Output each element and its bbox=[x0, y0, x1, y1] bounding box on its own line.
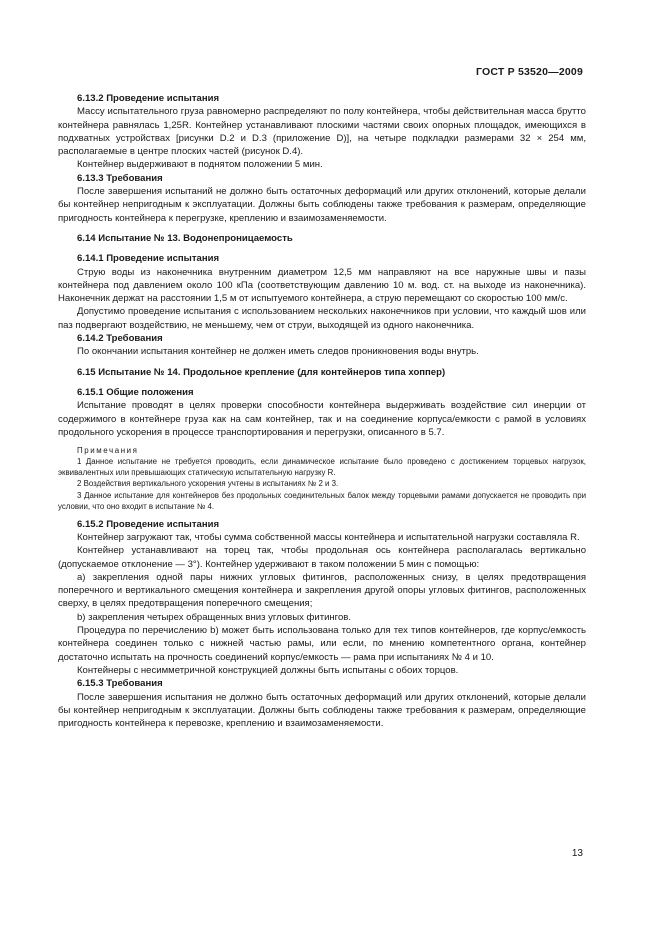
section-6-14-2-title: 6.14.2 Требования bbox=[77, 333, 163, 345]
section-6-15-3-paragraph: После завершения испытания не должно быть остаточных деформаций или других отклонений, которые делали бы контейнер непригодным к эксплуатации. Должны быть соблюдены также требования к размерам, определяющие пригодность контейнера к перевозке, креплению и взаимозаменяемости. bbox=[58, 691, 586, 730]
section-6-13-2-paragraph: Контейнер выдерживают в поднятом положении 5 мин. bbox=[77, 159, 323, 171]
section-6-13-3-title: 6.13.3 Требования bbox=[77, 172, 163, 184]
note-item: 1 Данное испытание не требуется проводить, если динамическое испытание было проведено с достижением торцевых нагрузок, эквивалентных или превышающих статическую испытательную нагрузку R. bbox=[58, 457, 586, 478]
section-6-15-title: 6.15 Испытание № 14. Продольное крепление (для контейнеров типа хоппер) bbox=[77, 366, 446, 378]
section-6-14-1-title: 6.14.1 Проведение испытания bbox=[77, 253, 220, 265]
section-6-15-3-title: 6.15.3 Требования bbox=[77, 678, 163, 690]
standard-header: ГОСТ Р 53520—2009 bbox=[475, 66, 583, 78]
section-6-14-2-paragraph: По окончании испытания контейнер не должен иметь следов проникновения воды внутрь. bbox=[77, 346, 479, 358]
section-6-14-1-paragraph: Допустимо проведение испытания с использованием нескольких наконечников при условии, что каждый шов или паз подвергают воздействию, не меньшему, чем от струи, выходящей из одного наконечника. bbox=[58, 306, 586, 331]
list-item-b: b) закрепления четырех обращенных вниз угловых фитингов. bbox=[77, 611, 351, 623]
notes-title: Примечания bbox=[77, 446, 139, 456]
section-6-15-2-paragraph: Контейнер устанавливают на торец так, чтобы продольная ось контейнера располагалась вертикально (допускаемое отклонение — 3°). Контейнер удерживают в таком положении 5 мин с помощью: bbox=[58, 545, 586, 570]
note-item: 3 Данное испытание для контейнеров без продольных соединительных балок между торцевыми рамами допускается не проводить при условии, что оно входит в испытание № 4. bbox=[58, 490, 586, 511]
section-6-13-3-paragraph: После завершения испытаний не должно быть остаточных деформаций или других отклонений, которые делали бы контейнер непригодным к эксплуатации. Должны быть соблюдены также требования к размерам, определяющие пригодность контейнера к перегрузке, креплению и взаимозаменяемости. bbox=[58, 186, 586, 224]
section-6-15-2-title: 6.15.2 Проведение испытания bbox=[77, 518, 220, 530]
section-6-13-2-paragraph: Массу испытательного груза равномерно распределяют по полу контейнера, чтобы действительная масса брутто контейнера равнялась 1,25R. Контейнер устанавливают плоскими частями своих опорных площадок, имеющихся в подхватных устройствах [рисунки D.2 и D.3 (приложение D)], на четыре подкладки размерами 32 × 254 мм, располагаемые в центре плоских частей (рисунок D.4). bbox=[58, 106, 586, 158]
page-number: 13 bbox=[571, 848, 583, 859]
section-6-15-2-paragraph: Процедура по перечислению b) может быть использована только для тех типов контейнеров, где корпус/емкость контейнера соединен только с нижней частью рамы, или если, по мнению компетентного органа, контейнер достаточно испытать на прочность соединений корпус/емкость — рама при испытаниях № 4 и 10. bbox=[58, 625, 586, 663]
list-item-a: а) закрепления одной пары нижних угловых фитингов, расположенных снизу, в целях предотвращения поперечного и вертикального смещения контейнера и закрепления другой опоры угловых фитингов, расположенных сверху, в целях предотвращения поперечного смещения; bbox=[58, 571, 586, 610]
section-6-13-2-title: 6.13.2 Проведение испытания bbox=[77, 93, 220, 104]
section-6-15-2-paragraph: Контейнеры с несимметричной конструкцией должны быть испытаны с обоих торцов. bbox=[77, 664, 459, 676]
section-6-15-1-paragraph: Испытание проводят в целях проверки способности контейнера выдерживать воздействие сил инерции от содержимого в контейнере груза как на сам контейнер, так и на соединение корпуса/емкости с рамой в условиях продольного ускорения в процессе транспортирования и перегрузки, описанного в 5.7. bbox=[58, 400, 586, 438]
section-6-15-1-title: 6.15.1 Общие положения bbox=[77, 386, 194, 398]
section-6-14-title: 6.14 Испытание № 13. Водонепроницаемость bbox=[77, 232, 293, 244]
section-6-15-2-paragraph: Контейнер загружают так, чтобы сумма собственной массы контейнера и испытательной нагрузки составляла R. bbox=[77, 531, 580, 543]
notes-block bbox=[58, 445, 586, 512]
note-item: 2 Воздействия вертикального ускорения учтены в испытаниях № 2 и 3. bbox=[77, 479, 339, 489]
section-6-14-1-paragraph: Струю воды из наконечника внутренним диаметром 12,5 мм направляют на все наружные швы и пазы контейнера под давлением около 100 кПа (соответствующим давлению 10 м. вод. ст. на выходе из наконечника). Наконечник держат на расстоянии 1,5 м от испытуемого контейнера, а струю перемещают со скоростью 100 мм/с. bbox=[58, 266, 586, 305]
document-body bbox=[58, 92, 586, 730]
